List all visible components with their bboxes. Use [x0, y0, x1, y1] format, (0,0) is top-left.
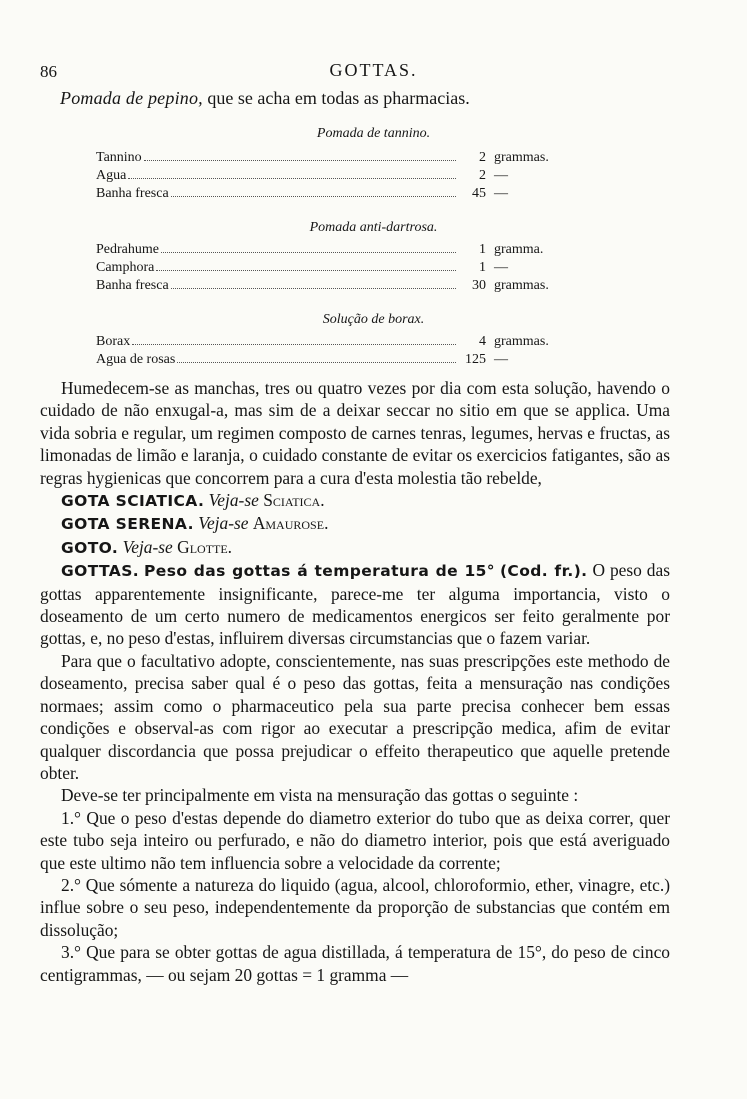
entry-head: GOTO. [61, 538, 119, 557]
see-also: Veja-se [122, 536, 173, 557]
entry-head: GOTTAS. [61, 562, 140, 581]
ingredient-unit: — [494, 186, 508, 201]
formula-row [96, 242, 574, 260]
see-target: Sciatica. [263, 490, 325, 511]
see-target: Amaurose. [252, 513, 329, 534]
intro-rest: que se acha em todas as pharmacias. [202, 88, 470, 108]
see-also: Veja-se [198, 513, 249, 534]
ingredient-name: Pedrahume [96, 242, 159, 257]
leader-dots [161, 252, 456, 253]
ingredient-name: Camphora [96, 260, 155, 275]
intro-italic: Pomada de pepino, [60, 88, 203, 108]
see-also: Veja-se [208, 490, 259, 511]
entry-gota-sciatica [40, 489, 670, 512]
ingredient-unit: gramma. [494, 242, 544, 257]
entry-gota-serena [40, 512, 670, 535]
leader-dots [128, 178, 456, 179]
ingredient-unit: grammas. [494, 150, 549, 165]
list-item: 1.° Que o peso d'estas depende do diametro exterior do tubo que as deixa correr, quer este tubo seja inteiro ou perfurado, e não do diametro interior, pois que está averiguado que este ultimo não tem influencia sobre a velocidade da corrente; [40, 807, 670, 873]
entry-gottas [40, 559, 670, 650]
page-number: 86 [40, 62, 57, 81]
entry-head: GOTA SCIATICA. [61, 492, 205, 511]
formula-row [96, 352, 574, 370]
entry-goto [40, 536, 670, 559]
formula-title: Pomada de tannino. [316, 126, 431, 141]
leader-dots [171, 288, 456, 289]
ingredient-unit: — [494, 168, 508, 183]
ingredient-name: Tannino [96, 150, 142, 165]
leader-dots [132, 344, 456, 345]
formula-row [96, 278, 574, 296]
ingredient-unit: grammas. [494, 278, 549, 293]
paragraph-facultativo: Para que o facultativo adopte, conscientemente, nas suas prescripções este methodo de doseamento, precisa saber qual é o peso das gottas, feita a mensuração nas condições normaes; assim como o pharmaceutico pela sua parte precisa conhecer bem essas condições e observal-as com rigor ao executar a prescripção medica, afim de evitar qualquer discordancia que possa prejudicar o effeito therapeutico que aquelle pretende obter. [40, 650, 670, 783]
formula-row [96, 334, 574, 352]
ingredient-name: Agua de rosas [96, 352, 176, 367]
entry-head: GOTA SERENA. [61, 515, 194, 534]
ingredient-name: Agua [96, 168, 127, 183]
leader-dots [171, 196, 456, 197]
list-item: 2.° Que sómente a natureza do liquido (agua, alcool, chloroformio, ether, vinagre, etc.) influe sobre o seu peso, independentemente da proporção de substancias que contém em dissolução; [40, 874, 670, 940]
leader-dots [156, 270, 456, 271]
formula-row [96, 150, 574, 168]
paragraph-manchas: Humedecem-se as manchas, tres ou quatro vezes por dia com esta solução, havendo o cuidado de não enxugal-a, mas sim de a deixar seccar no sitio em que se applica. Uma vida sobria e regular, um regimen composto de carnes tenras, legumes, hervas e fructas, as limonadas de limão e laranja, o cuidado constante de evitar os exercicios fatigantes, são as regras hygienicas que concorrem para a cura d'esta molestia tão rebelde, [40, 378, 670, 488]
leader-dots [144, 160, 456, 161]
ingredient-name: Banha fresca [96, 186, 169, 201]
ingredient-qty: 125 [465, 352, 486, 367]
running-title: GOTTAS. [329, 60, 418, 80]
formula-row [96, 186, 574, 204]
see-target: Glotte. [177, 536, 233, 557]
formula-row [96, 168, 574, 186]
formula-title: Pomada anti-dartrosa. [309, 220, 438, 235]
formula-title: Solução de borax. [322, 312, 425, 327]
formula-list [96, 334, 574, 370]
ingredient-unit: — [494, 352, 508, 367]
ingredient-qty: 2 [479, 168, 486, 183]
ingredient-name: Banha fresca [96, 278, 169, 293]
list-item: 3.° Que para se obter gottas de agua distillada, á temperatura de 15°, do peso de cinco centigrammas, — ou sejam 20 gottas = 1 gramma — [40, 942, 670, 985]
body-text [40, 377, 670, 986]
intro-line [60, 88, 470, 109]
entry-text: O peso das gottas apparentemente insignificante, parece-me ter alguma importancia, visto o doseamento de um certo numero de medicamentos energicos ser feito geralmente por gottas, e, no peso d'estas, influirem diversas circumstancias que o fazem variar. [40, 560, 670, 649]
ingredient-qty: 1 [479, 260, 486, 275]
paragraph-mensuracao: Deve-se ter principalmente em vista na mensuração das gottas o seguinte : [61, 785, 579, 806]
entry-subhead: Peso das gottas á temperatura de 15° [144, 562, 495, 581]
formula-list [96, 150, 574, 204]
ingredient-qty: 2 [479, 150, 486, 165]
entry-source: (Cod. fr.). [499, 562, 588, 581]
ingredient-unit: — [494, 260, 508, 275]
formula-list [96, 242, 574, 296]
formula-row [96, 260, 574, 278]
ingredient-qty: 30 [472, 278, 486, 293]
ingredient-name: Borax [96, 334, 131, 349]
ingredient-qty: 4 [479, 334, 486, 349]
ingredient-qty: 1 [479, 242, 486, 257]
page-header [0, 58, 747, 82]
leader-dots [177, 362, 456, 363]
ingredient-unit: grammas. [494, 334, 549, 349]
ingredient-qty: 45 [472, 186, 486, 201]
